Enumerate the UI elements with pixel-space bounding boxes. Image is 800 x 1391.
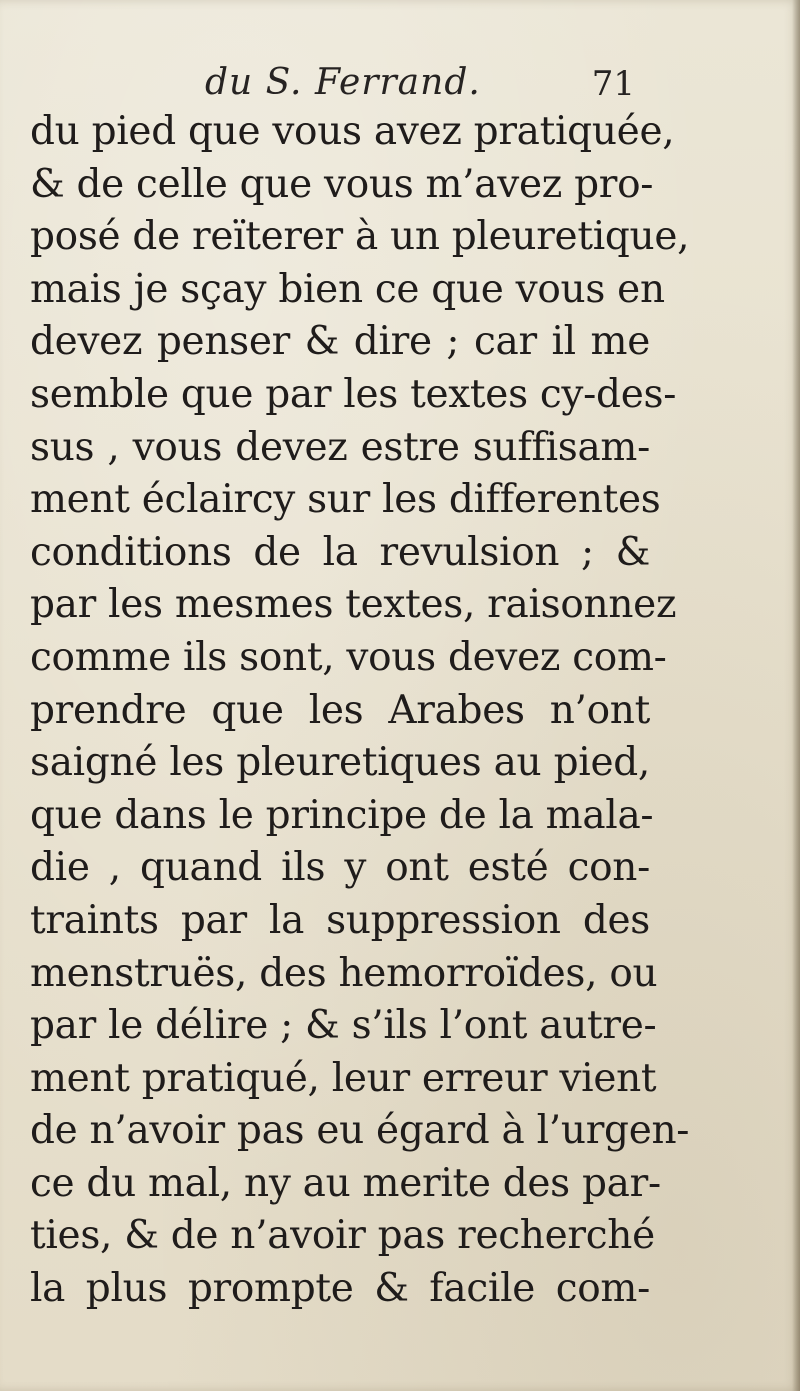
text-line: conditions de la revulsion ; & xyxy=(30,529,650,575)
running-title: du S. Ferrand. xyxy=(205,62,481,103)
text-line: ment éclaircy sur les differentes xyxy=(30,477,661,523)
text-line: ties, & de n’avoir pas recherché xyxy=(30,1213,655,1259)
text-line: de n’avoir pas eu égard à l’urgen- xyxy=(30,1108,690,1154)
text-line: que dans le principe de la mala- xyxy=(30,792,654,838)
text-line: mais je sçay bien ce que vous en xyxy=(30,266,665,312)
text-line: prendre que les Arabes n’ont xyxy=(30,687,650,733)
text-line: par les mesmes textes, raisonnez xyxy=(30,582,677,628)
text-line: posé de reïterer à un pleuretique, xyxy=(30,214,690,260)
text-line: traints par la suppression des xyxy=(30,897,650,943)
text-line: la plus prompte & facile com- xyxy=(30,1266,650,1312)
body-text xyxy=(30,106,690,1316)
text-line: par le délire ; & s’ils l’ont autre- xyxy=(30,1003,657,1049)
text-line: ment pratiqué, leur erreur vient xyxy=(30,1055,657,1101)
text-line: semble que par les textes cy-des- xyxy=(30,371,677,417)
text-line: comme ils sont, vous devez com- xyxy=(30,634,667,680)
text-line: menstruës, des hemorroïdes, ou xyxy=(30,950,658,996)
page-header xyxy=(205,62,635,112)
text-line: du pied que vous avez pratiquée, xyxy=(30,109,675,154)
text-line: & de celle que vous m’avez pro- xyxy=(30,161,654,207)
text-line: ce du mal, ny au merite des par- xyxy=(30,1160,661,1206)
text-line: saigné les pleuretiques au pied, xyxy=(30,740,650,786)
text-line: sus , vous devez estre suffisam- xyxy=(30,424,650,470)
text-line: devez penser & dire ; car il me xyxy=(30,319,650,365)
page-number: 71 xyxy=(591,64,635,104)
text-line: die , quand ils y ont esté con- xyxy=(30,845,650,891)
